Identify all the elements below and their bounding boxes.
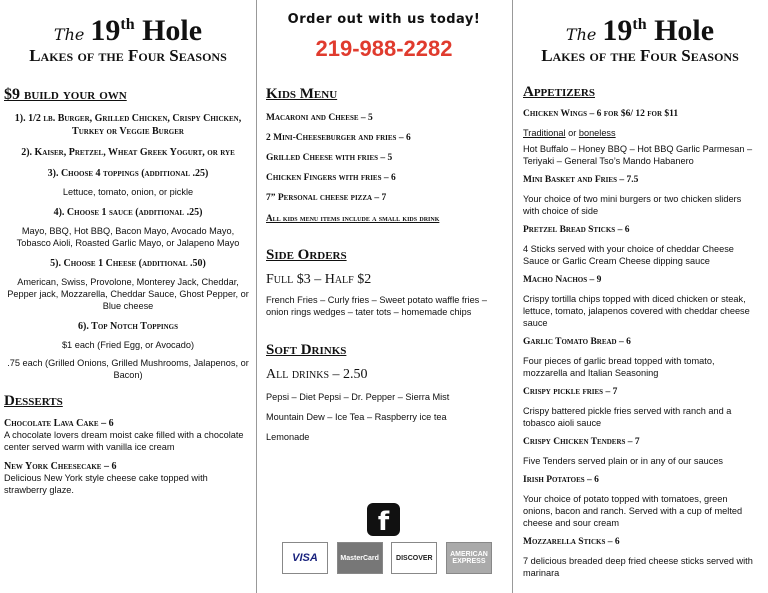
brand-subtitle: Lakes of the Four Seasons [29, 46, 227, 65]
side-orders-list: French Fries – Curly fries – Sweet potato waffle fries – onion rings wedges – tater tots – homemade chips [266, 295, 487, 317]
appetizer-name: Macho Nachos – 9 [523, 275, 602, 285]
appetizer-desc: Your choice of two mini burgers or two chicken sliders with choice of side [523, 194, 742, 216]
cheeses-list: American, Swiss, Provolone, Monterey Jack, Cheddar, Pepper jack, Mozzarella, Cheddar Sauce, Ghost Pepper, or Blue cheese [7, 277, 249, 311]
appetizer-name: Mozzarella Sticks – 6 [523, 537, 620, 547]
appetizer-desc: Crispy tortilla chips topped with diced chicken or steak, lettuce, tomato, jalapenos covered with cheddar cheese sauce [523, 294, 750, 328]
appetizer-desc: 4 Sticks served with your choice of cheddar Cheese Sauce or Garlic Cream Cheese dipping sauce [523, 244, 734, 266]
kids-item: Grilled Cheese with fries – 5 [266, 153, 393, 163]
top-notch-price: $1 each (Fried Egg, or Avocado) [61, 340, 195, 350]
dessert-name: New York Cheesecake – 6 [4, 461, 117, 472]
appetizer-desc: Crispy battered pickle fries served with ranch and a tobasco aioli sauce [523, 406, 732, 428]
appetizer-name: Mini Basket and Fries – 7.5 [523, 175, 639, 185]
dessert-name: Chocolate Lava Cake – 6 [4, 418, 114, 429]
visa-card-icon: VISA [282, 542, 328, 574]
build-step: 2). Kaiser, Pretzel, Wheat Greek Yogurt, or rye [21, 147, 235, 158]
facebook-icon[interactable]: f [367, 503, 400, 536]
appetizer-name: Irish Potatoes – 6 [523, 475, 599, 485]
dessert-desc: Delicious New York style cheese cake topped with strawberry glaze. [4, 473, 208, 495]
build-step: 4). Choose 1 sauce (additional .25) [53, 207, 203, 218]
brand-hole: Hole [134, 14, 203, 47]
menu-column-left [0, 0, 256, 593]
wings-or: or [565, 128, 579, 138]
build-step: 6). Top Notch Toppings [78, 321, 178, 332]
kids-item: Macaroni and Cheese – 5 [266, 113, 373, 123]
side-orders-price: Full $3 – Half $2 [266, 272, 372, 287]
drink-line: Pepsi – Diet Pepsi – Dr. Pepper – Sierra Mist [266, 392, 450, 402]
brand-number: 19 [90, 14, 121, 47]
wings-style [523, 127, 759, 139]
top-notch-price: .75 each (Grilled Onions, Grilled Mushrooms, Jalapenos, or Bacon) [7, 358, 249, 380]
appetizer-desc: Your choice of potato topped with tomatoes, green onions, bacon and ranch. Served with a cup of melted cheese and sour cream [523, 494, 743, 528]
sauces-list: Mayo, BBQ, Hot BBQ, Bacon Mayo, Avocado Mayo, Tobasco Aioli, Roasted Garlic Mayo, or Jalapeno Mayo [16, 226, 240, 248]
menu-column-middle [256, 0, 512, 593]
drink-line: Lemonade [266, 432, 310, 442]
menu-column-right [512, 0, 768, 593]
build-step: 5). Choose 1 Cheese (additional .50) [50, 258, 206, 269]
appetizer-name: Crispy Chicken Tenders – 7 [523, 437, 640, 447]
brand-logo [0, 8, 256, 47]
brand-the: The [565, 25, 597, 44]
kids-item: Chicken Fingers with fries – 6 [266, 173, 396, 183]
soft-drinks-price: All drinks – 2.50 [266, 367, 368, 382]
kids-note: All kids menu items include a small kids drink [266, 213, 440, 223]
kids-menu-title: Kids Menu [266, 86, 338, 102]
brand-the: The [53, 25, 85, 44]
discover-card-icon: DISCOVER [391, 542, 437, 574]
order-headline: Order out with us today! [287, 12, 481, 27]
side-orders-title: Side Orders [266, 247, 347, 263]
payment-cards [282, 542, 492, 574]
brand-suffix: th [632, 16, 647, 33]
wings-traditional: Traditional [523, 128, 566, 138]
amex-card-icon: AMERICAN EXPRESS [446, 542, 492, 574]
kids-item: 7” Personal cheese pizza – 7 [266, 193, 387, 203]
dessert-desc: A chocolate lovers dream moist cake filled with a chocolate center served warm with vanilla ice cream [4, 430, 244, 452]
appetizer-desc: 7 delicious breaded deep fried cheese sticks served with marinara [523, 556, 753, 578]
build-step: 1). 1/2 lb. Burger, Grilled Chicken, Crispy Chicken, Turkey or Veggie Burger [14, 113, 242, 137]
brand-hole: Hole [646, 14, 715, 47]
toppings-list: Lettuce, tomato, onion, or pickle [62, 187, 194, 197]
appetizer-name: Chicken Wings – 6 for $6/ 12 for $11 [523, 109, 679, 119]
brand-number: 19 [602, 14, 633, 47]
brand-logo [512, 8, 768, 47]
phone-number[interactable]: 219-988-2282 [315, 36, 453, 61]
appetizer-desc: Four pieces of garlic bread topped with tomato, mozzarella and Italian Seasoning [523, 356, 715, 378]
soft-drinks-title: Soft Drinks [266, 342, 347, 358]
build-your-own-title: $9 build your own [4, 86, 127, 103]
desserts-title: Desserts [4, 393, 63, 409]
mastercard-icon: MasterCard [337, 542, 383, 574]
wings-boneless: boneless [578, 128, 616, 138]
brand-suffix: th [120, 16, 135, 33]
appetizer-desc: Five Tenders served plain or in any of our sauces [523, 456, 724, 466]
build-step: 3). Choose 4 toppings (additional .25) [47, 168, 209, 179]
kids-item: 2 Mini-Cheeseburger and fries – 6 [266, 133, 411, 143]
appetizer-name: Garlic Tomato Bread – 6 [523, 337, 631, 347]
wings-flavors: Hot Buffalo – Honey BBQ – Hot BBQ Garlic Parmesan –Teriyaki – General Tso’s Mando Habanero [523, 144, 753, 166]
brand-subtitle: Lakes of the Four Seasons [541, 46, 739, 65]
drink-line: Mountain Dew – Ice Tea – Raspberry ice tea [266, 412, 447, 422]
appetizers-title: Appetizers [523, 84, 595, 100]
appetizer-name: Crispy pickle fries – 7 [523, 387, 618, 397]
appetizer-name: Pretzel Bread Sticks – 6 [523, 225, 630, 235]
